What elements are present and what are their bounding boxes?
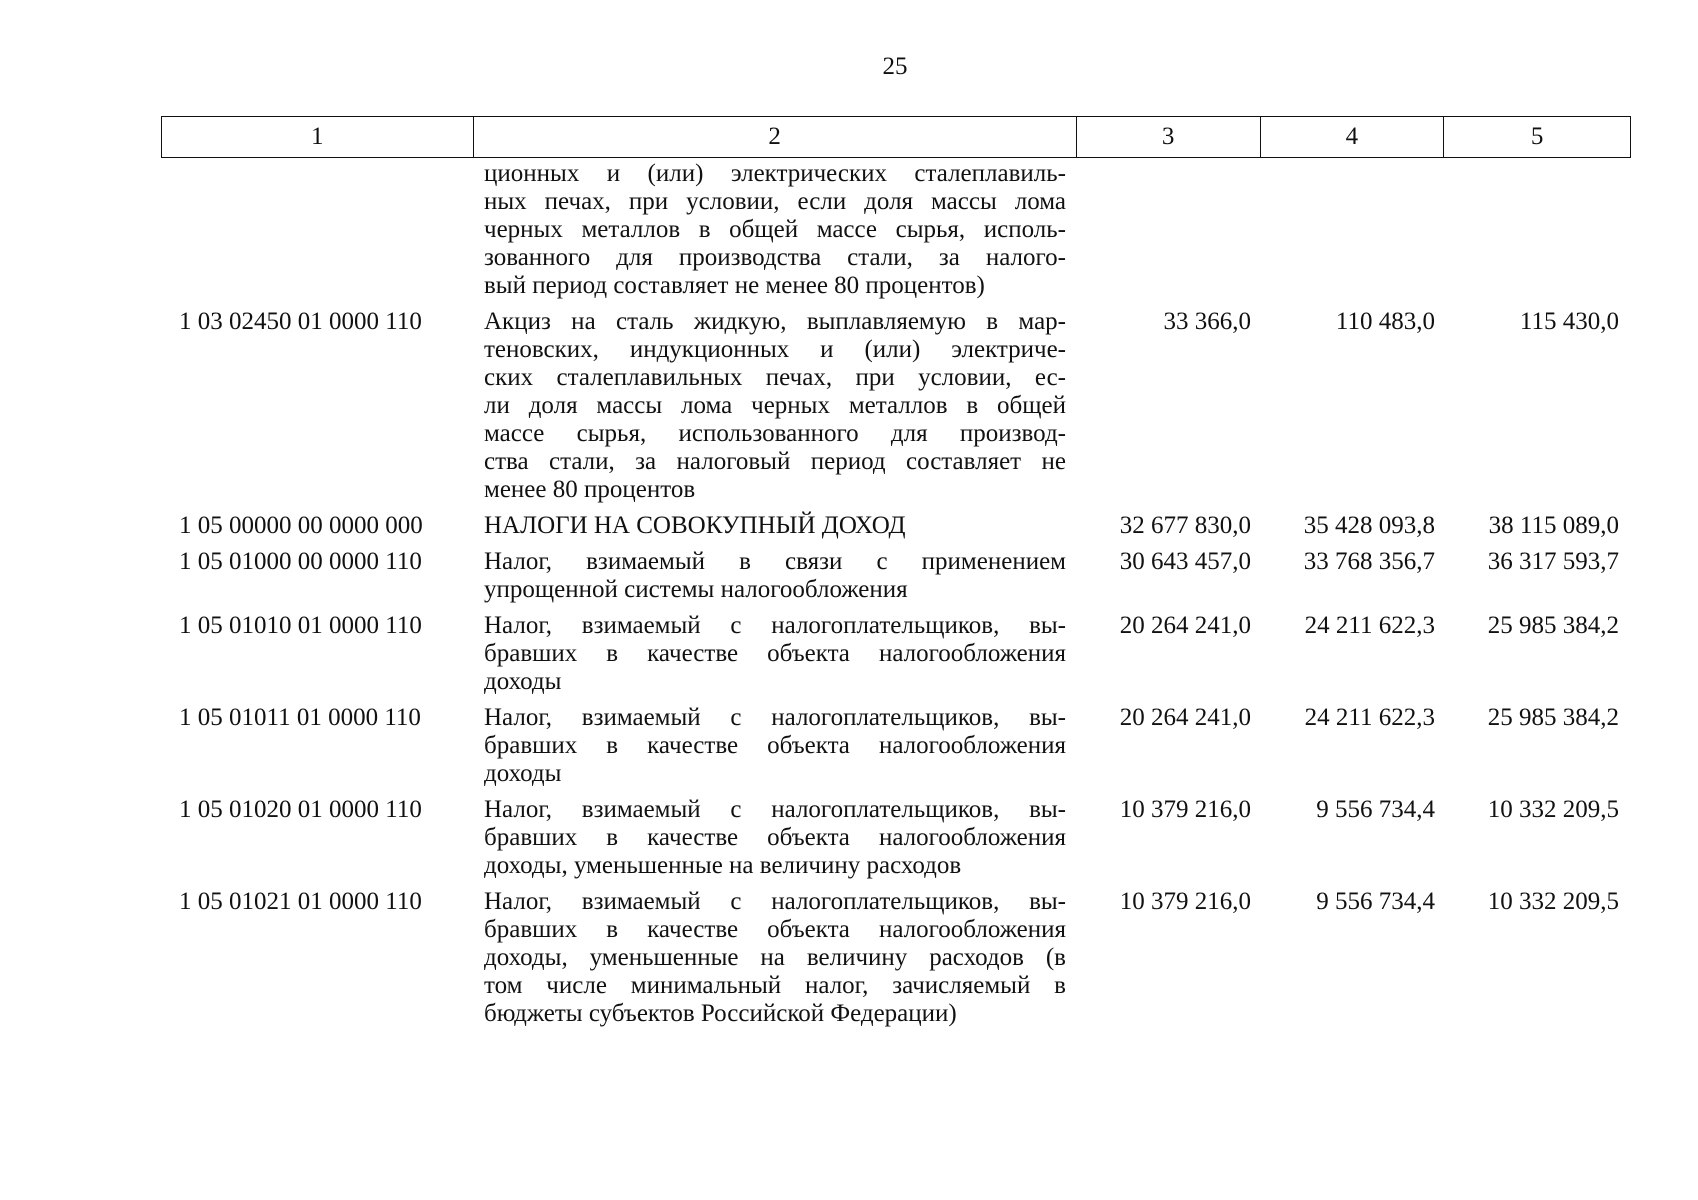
income-description bbox=[473, 160, 1077, 300]
description-line: доходы, уменьшенные на величину расходов (в bbox=[484, 944, 1066, 971]
income-description bbox=[473, 796, 1077, 880]
description-line: бравших в качестве объекта налогообложения bbox=[484, 916, 1066, 943]
table-header bbox=[161, 116, 1631, 158]
description-line: Налог, взимаемый в связи с применением bbox=[484, 548, 1066, 575]
amount-col-3: 32 677 830,0 bbox=[1119, 512, 1251, 539]
budget-code: 1 05 01010 01 0000 110 bbox=[179, 612, 422, 639]
description-line: менее 80 процентов bbox=[484, 476, 696, 503]
amount-col-3: 10 379 216,0 bbox=[1119, 888, 1251, 915]
amount-col-5: 36 317 593,7 bbox=[1487, 548, 1619, 575]
description-line: черных металлов в общей массе сырья, исполь- bbox=[484, 216, 1066, 243]
description-line: вый период составляет не менее 80 процентов) bbox=[484, 272, 985, 299]
income-description bbox=[473, 888, 1077, 1028]
table-row bbox=[161, 888, 1631, 1028]
description-line: Акциз на сталь жидкую, выплавляемую в мар- bbox=[484, 308, 1066, 335]
income-description bbox=[473, 612, 1077, 696]
amount-col-4: 9 556 734,4 bbox=[1316, 888, 1435, 915]
amount-col-4: 24 211 622,3 bbox=[1304, 612, 1435, 639]
page-number: 25 bbox=[882, 53, 908, 80]
table-body bbox=[161, 160, 1631, 1028]
budget-code: 1 05 01020 01 0000 110 bbox=[179, 796, 422, 823]
description-line: бравших в качестве объекта налогообложения bbox=[484, 640, 1066, 667]
table-row bbox=[161, 704, 1631, 788]
income-description bbox=[473, 308, 1077, 504]
description-line: массе сырья, использованного для производ- bbox=[484, 420, 1066, 447]
amount-col-3: 20 264 241,0 bbox=[1119, 704, 1251, 731]
header-col-5: 5 bbox=[1530, 123, 1544, 150]
amount-col-3: 33 366,0 bbox=[1163, 308, 1251, 335]
income-description bbox=[473, 704, 1077, 788]
amount-col-4 bbox=[1261, 160, 1445, 300]
amount-col-4: 35 428 093,8 bbox=[1303, 512, 1435, 539]
description-line: Налог, взимаемый с налогоплательщиков, вы- bbox=[484, 704, 1066, 731]
header-col-4: 4 bbox=[1261, 117, 1445, 157]
amount-col-4: 33 768 356,7 bbox=[1303, 548, 1435, 575]
description-line: ных печах, при условии, если доля массы лома bbox=[484, 188, 1066, 215]
description-line: Налог, взимаемый с налогоплательщиков, вы- bbox=[484, 796, 1066, 823]
description-line: Налог, взимаемый с налогоплательщиков, вы- bbox=[484, 888, 1066, 915]
description-line: ских сталеплавильных печах, при условии, ес- bbox=[484, 364, 1066, 391]
description-line: Налог, взимаемый с налогоплательщиков, вы- bbox=[484, 612, 1066, 639]
budget-code bbox=[161, 160, 473, 300]
description-line: том числе минимальный налог, зачисляемый в bbox=[484, 972, 1066, 999]
amount-col-5: 25 985 384,2 bbox=[1487, 704, 1619, 731]
description-line: зованного для производства стали, за налого- bbox=[484, 244, 1066, 271]
amount-col-3 bbox=[1077, 160, 1261, 300]
amount-col-4: 110 483,0 bbox=[1335, 308, 1435, 335]
budget-code: 1 03 02450 01 0000 110 bbox=[179, 308, 422, 335]
description-line: упрощенной системы налогообложения bbox=[484, 576, 908, 603]
table-row bbox=[161, 548, 1631, 604]
amount-col-5: 115 430,0 bbox=[1519, 308, 1619, 335]
budget-code: 1 05 00000 00 0000 000 bbox=[179, 512, 423, 539]
amount-col-4: 9 556 734,4 bbox=[1316, 796, 1435, 823]
income-description bbox=[473, 512, 1077, 540]
description-line: доходы, уменьшенные на величину расходов bbox=[484, 852, 962, 879]
table-row bbox=[161, 796, 1631, 880]
amount-col-3: 20 264 241,0 bbox=[1119, 612, 1251, 639]
description-line: НАЛОГИ НА СОВОКУПНЫЙ ДОХОД bbox=[484, 512, 906, 539]
amount-col-5: 10 332 209,5 bbox=[1487, 888, 1619, 915]
header-col-1: 1 bbox=[162, 117, 474, 157]
description-line: доходы bbox=[484, 760, 562, 787]
amount-col-5: 10 332 209,5 bbox=[1487, 796, 1619, 823]
table-row bbox=[161, 512, 1631, 540]
income-description bbox=[473, 548, 1077, 604]
amount-col-5 bbox=[1445, 160, 1631, 300]
header-col-3: 3 bbox=[1077, 117, 1261, 157]
amount-col-5: 25 985 384,2 bbox=[1487, 612, 1619, 639]
amount-col-3: 30 643 457,0 bbox=[1119, 548, 1251, 575]
budget-code: 1 05 01011 01 0000 110 bbox=[179, 704, 421, 731]
table-row bbox=[161, 612, 1631, 696]
description-line: бравших в качестве объекта налогообложения bbox=[484, 824, 1066, 851]
description-line: ли доля массы лома черных металлов в общей bbox=[484, 392, 1066, 419]
description-line: ционных и (или) электрических сталеплавиль- bbox=[484, 160, 1066, 187]
amount-col-5: 38 115 089,0 bbox=[1488, 512, 1619, 539]
budget-code: 1 05 01000 00 0000 110 bbox=[179, 548, 422, 575]
amount-col-3: 10 379 216,0 bbox=[1119, 796, 1251, 823]
amount-col-4: 24 211 622,3 bbox=[1304, 704, 1435, 731]
header-col-2: 2 bbox=[474, 117, 1077, 157]
description-line: бравших в качестве объекта налогообложения bbox=[484, 732, 1066, 759]
budget-code: 1 05 01021 01 0000 110 bbox=[179, 888, 422, 915]
table-row bbox=[161, 308, 1631, 504]
description-line: доходы bbox=[484, 668, 562, 695]
table-row bbox=[161, 160, 1631, 300]
description-line: теновских, индукционных и (или) электриче- bbox=[484, 336, 1066, 363]
description-line: ства стали, за налоговый период составляет не bbox=[484, 448, 1066, 475]
description-line: бюджеты субъектов Российской Федерации) bbox=[484, 1000, 957, 1027]
